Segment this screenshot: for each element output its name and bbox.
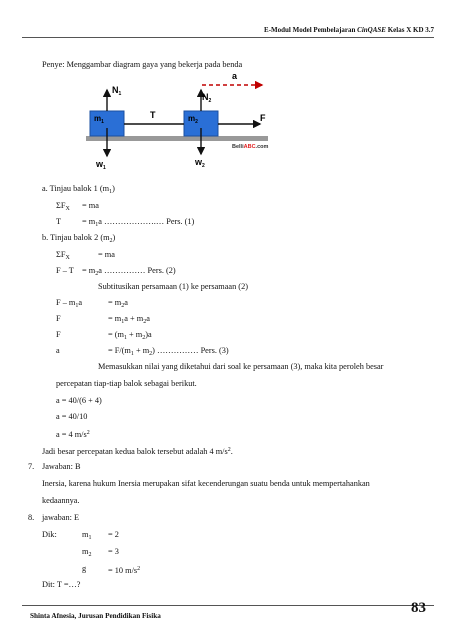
conclusion-text: Jadi besar percepatan kedua balok tersebut adalah 4 $m/s^2$. <box>42 447 233 456</box>
label-t: T <box>150 110 156 120</box>
q8-val-m2: = 3 <box>108 547 119 556</box>
step-b-eq2-left: F – T <box>56 266 74 275</box>
q8-val-m1: = 2 <box>108 530 119 539</box>
q8-var-g: g <box>82 564 87 573</box>
step-a-eq2-right: = $m_1a$ ……………….… Pers. (1) <box>82 217 195 228</box>
eq-row-3-right: = $(m_1 + m_2)a$ <box>108 330 152 341</box>
eq-row-2-left: F <box>56 314 61 323</box>
step-a-title: a. Tinjau balok 1 $(m_1)$ <box>42 184 115 195</box>
q8-dik-label: Dik: <box>42 530 57 539</box>
page-number: 83 <box>411 600 426 616</box>
q7-explanation-line2: kedaannya. <box>42 496 80 505</box>
q8-val-g: = 10 $m/s^2$ <box>108 566 141 575</box>
label-w1: $w_1$ <box>96 159 106 171</box>
q7-answer: Jawaban: B <box>42 462 81 471</box>
step-a-eq1-left: $\Sigma F_X$ <box>56 201 70 212</box>
q7-number: 7. <box>28 462 35 471</box>
eq-row-2-right: = $m_1a + m_2a$ <box>108 314 150 325</box>
q7-explanation-line1: Inersia, karena hukum Inersia merupakan sifat kecenderungan suatu benda untuk mempertahankan <box>42 479 370 488</box>
eq-row-1-right: = $m_2a$ <box>108 298 128 309</box>
force-diagram <box>84 68 270 172</box>
header-rule <box>22 37 434 38</box>
label-w2: $w_2$ <box>195 157 205 169</box>
step-b-eq1-right: = ma <box>98 250 115 259</box>
step-a-eq1-right: = ma <box>82 201 99 210</box>
eq-row-4-right: = $F/(m_1 + m_2)$ …………… Pers. (3) <box>108 346 229 357</box>
ground-surface <box>86 136 268 141</box>
calc-line-1: a = 40/(6 + 4) <box>56 396 102 405</box>
calc-line-3: a = 4 $m/s^2$ <box>56 430 90 439</box>
label-n2: $N_2$ <box>202 92 212 104</box>
label-n1: $N_1$ <box>112 85 122 97</box>
eq-row-1-left: F – $m_1a$ <box>56 298 83 309</box>
step-a-eq2-left: T <box>56 217 62 226</box>
q8-answer: jawaban: E <box>42 513 80 522</box>
eq-row-4-left: a <box>56 346 60 355</box>
insert-values-line2: percepatan tiap-tiap balok sebagai berikut. <box>56 379 197 388</box>
step-b-eq1-left: $\Sigma F_X$ <box>56 250 70 261</box>
diagram-watermark: BelliABC.com <box>232 144 269 150</box>
q8-var-m2: $m_2$ <box>82 547 92 558</box>
q8-var-m1: $m_1$ <box>82 530 92 541</box>
label-m1: $m_1$ <box>94 114 104 125</box>
step-b-eq2-right: = $m_2a$ …………… Pers. (2) <box>82 266 176 277</box>
intro-text: Penye: Menggambar diagram gaya yang bekerja pada benda <box>42 60 243 69</box>
q8-number: 8. <box>28 513 35 522</box>
label-f: F <box>260 113 266 123</box>
insert-values-line1: Memasukkan nilai yang diketahui dari soal ke persamaan (3), maka kita peroleh besar <box>98 362 384 371</box>
label-m2: $m_2$ <box>188 114 198 125</box>
step-b-title: b. Tinjau balok 2 $(m_2)$ <box>42 233 116 244</box>
substitution-note: Subtitusikan persamaan (1) ke persamaan (2) <box>98 282 248 291</box>
running-header: E-Modul Model Pembelajaran CinQASE Kelas X KD 3.7 <box>264 26 434 34</box>
label-a: a <box>232 71 238 81</box>
footer-rule <box>22 605 434 606</box>
eq-row-3-left: F <box>56 330 61 339</box>
calc-line-2: a = 40/10 <box>56 412 88 421</box>
footer-author: Shinta Afnesia, Jurusan Pendidikan Fisika <box>30 612 161 620</box>
q8-dit: Dit: T =…? <box>42 580 81 589</box>
